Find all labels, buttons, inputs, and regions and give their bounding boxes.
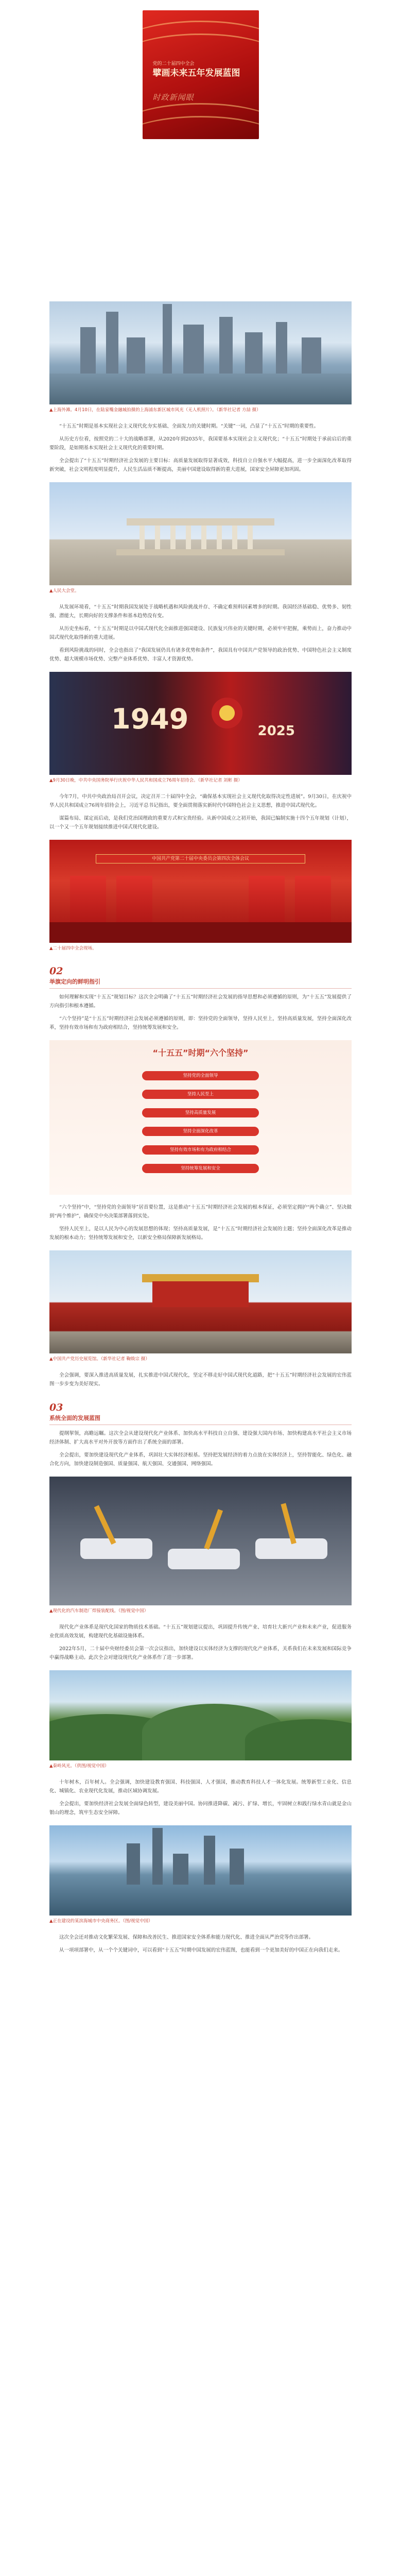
section-2 (0, 965, 401, 1388)
section-number: 02 (49, 965, 63, 977)
photo-great-hall (49, 482, 352, 585)
hero-poster-image (143, 10, 259, 139)
photo-caption: ▲人民大会堂。 (49, 588, 79, 594)
paragraph: 看到风险挑战的同时，全会也指出了“我国发展仍具有诸多优势和条件”，我国具有中国共产党领导的政治优势、中国特色社会主义制度优势、超大规模市场优势、完整产业体系优势、丰富人才资源优势。 (49, 648, 352, 662)
section-title: 系统全面的发展蓝图 (49, 1415, 100, 1421)
paragraph: 从一项项部署中，从一个个关键词中，可以看到“十五五”时期中国发展的宏伟蓝图，也能看到一个更加美好的中国正在向我们走来。 (59, 1947, 343, 1953)
photo-caption: ▲现代化的汽车制造厂焊接装配线。（图/视觉中国） (49, 1608, 149, 1614)
paragraph: 全会提出了“十五五”时期经济社会发展的主要目标：高质量发展取得显著成效，科技自立自强水平大幅提高，进一步全面深化改革取得新突破，社会文明程度明显提升，人民生活品质不断提高，美丽中国建设取得新的重大进展，国家安全屏障更加巩固。 (49, 458, 352, 472)
principle-item: 坚持人民至上 (142, 1090, 259, 1099)
section-3 (0, 1402, 401, 1963)
paragraph: 全会提出，要加快建设现代化产业体系，巩固壮大实体经济根基。坚持把发展经济的着力点放在实体经济上，坚持智能化、绿色化、融合化方向，加快建设制造强国、质量强国、航天强国、交通强国、网络强国。 (49, 1452, 352, 1467)
paragraph: “六个坚持”中，“坚持党的全面领导”居首要位置，这是推动“十五五”时期经济社会发展的根本保证，必须坚定拥护“两个确立”、坚决做到“两个维护”，确保党中央决策部署落到实处。 (49, 1205, 352, 1219)
section-1 (0, 214, 401, 952)
principle-item: 坚持全面深化改革 (142, 1127, 259, 1136)
paragraph: 现代化产业体系是现代化国家的物质技术基础。“十五五”规划建议提出，巩固提升传统产业、培育壮大新兴产业和未来产业，促进服务业优质高效发展，构建现代化基础设施体系。 (49, 1624, 352, 1639)
photo-caption: ▲上海外滩。4月10日，在陆家嘴金融城拍摄的上海浦东新区城市风光（无人机照片）。（新华社记者 方喆 摄） (49, 408, 261, 413)
paragraph: 从历史坐标看，“十五五”时期是以中国式现代化全面推进强国建设、民族复兴伟业的关键时期，必须牢牢把握，乘势而上，奋力推动中国式现代化取得新的重大进展。 (49, 626, 352, 640)
paragraph: 全会强调，要深入推进高质量发展，扎实推进中国式现代化，坚定不移走好中国式现代化道路，把“十五五”时期经济社会发展的宏伟蓝图一步步变为美好现实。 (49, 1372, 352, 1387)
principle-item: 坚持高质量发展 (142, 1108, 259, 1117)
photo-coastal-cbd (49, 1825, 352, 1916)
principle-item: 坚持有效市场和有为政府相结合 (142, 1145, 259, 1155)
paragraph: “六个坚持”是“十五五”时期经济社会发展必须遵循的原则，即：坚持党的全面领导，坚持人民至上，坚持高质量发展，坚持全面深化改革，坚持有效市场和有为政府相结合，坚持统筹发展和安全。 (49, 1016, 352, 1030)
photo-shanghai-skyline (49, 301, 352, 404)
photo-caption: ▲9月30日晚，中共中央国务院举行庆祝中华人民共和国成立76周年招待会。（新华社记者 刘彬 摄） (49, 778, 242, 783)
section-number: 03 (49, 1402, 63, 1413)
principle-item: 坚持统筹发展和安全 (142, 1164, 259, 1173)
photo-qinling-mountains (49, 1670, 352, 1760)
paragraph: 这次全会还对推动文化繁荣发展、保障和改善民生、推进国家安全体系和能力现代化、推进全面从严治党等作出部署。 (59, 1935, 314, 1940)
photo-caption: ▲二十届四中全会现场。 (49, 946, 97, 951)
poster-subtitle: 党的二十届四中全会 (152, 61, 195, 66)
photo-party-history-museum (49, 1250, 352, 1353)
principle-item: 坚持党的全面领导 (142, 1071, 259, 1080)
photo-car-assembly-line (49, 1477, 352, 1605)
paragraph: 全会提出，要加快经济社会发展全面绿色转型，建设美丽中国。协同推进降碳、减污、扩绿、增长，牢固树立和践行绿水青山就是金山银山的理念，筑牢生态安全屏障。 (49, 1801, 352, 1816)
graphic-six-principles (49, 1040, 352, 1195)
paragraph: 从发展环境看，“十五五”时期我国发展处于战略机遇和风险挑战并存、不确定难预料因素增多的时期。我国经济基础稳、优势多、韧性强、潜能大，长期向好的支撑条件和基本趋势没有变。 (49, 604, 352, 619)
graphic-title: “十五五”时期“六个坚持” (152, 1048, 249, 1058)
national-emblem-icon (212, 698, 242, 728)
paragraph: 从历史方位看，按照党的二十大的战略部署，从2020年到2035年，我国要基本实现社会主义现代化；“十五五”时期处于承前启后的重要阶段，是如期基本实现社会主义现代化的重要时期。 (49, 436, 352, 451)
paragraph: 坚持人民至上，是以人民为中心的发展思想的体现；坚持高质量发展，是“十五五”时期经济社会发展的主题；坚持全面深化改革是推动发展的根本动力；坚持统筹发展和安全，以新安全格局保障新发展格局。 (49, 1226, 352, 1241)
paragraph: 今年7月，中共中央政治局召开会议，决定召开二十届四中全会，“确保基本实现社会主义现代化取得决定性进展”。9月30日，在庆祝中华人民共和国成立76周年招待会上，习近平总书记指出，要全面贯彻落实新时代中国特色社会主义思想，推进中国式现代化。 (49, 794, 352, 808)
paragraph: “十五五”时期是基本实现社会主义现代化夯实基础、全面发力的关键时期。“关键”一词，凸显了“十五五”时期的重要性。 (59, 423, 319, 429)
photo-caption: ▲秦岭风光。（供图/视觉中国） (49, 1764, 109, 1769)
photo-plenary-session: 中国共产党第二十届中央委员会第四次全体会议 (49, 840, 352, 943)
paragraph: 2022年5月，二十届中央财经委员会第一次会议指出，加快建设以实体经济为支撑的现代化产业体系，关系我们在未来发展和国际竞争中赢得战略主动。此次全会对建设现代化产业体系作了进一步部署。 (49, 1646, 352, 1660)
paragraph: 如何理解和实现“十五五”规划目标？这次全会明确了“十五五”时期经济社会发展的指导思想和必须遵循的原则，为“十五五”发展提供了方向指引和根本遵循。 (49, 994, 352, 1009)
poster-title: 擘画未来五年发展蓝图 (152, 68, 240, 78)
paragraph: 十年树木，百年树人。全会强调，加快建设教育强国、科技强国、人才强国，推动教育科技人才一体化发展。统筹新型工业化、信息化、城镇化、农业现代化发展，推动区域协调发展。 (49, 1780, 352, 1794)
photo-caption: ▲中国共产党历史展览馆。（新华社记者 鞠焕宗 摄） (49, 1357, 150, 1362)
poster-tagline: 时政新闻眼 (152, 93, 194, 102)
photo-caption: ▲正在建设的某滨海城市中央商务区。（图/视觉中国） (49, 1919, 153, 1924)
section-title: 举旗定向的鲜明指引 (49, 978, 100, 985)
paragraph: 提纲挈领，高瞻远瞩。这次全会从建设现代化产业体系、加快高水平科技自立自强、建设强大国内市场、加快构建高水平社会主义市场经济体制、扩大高水平对外开放等方面作出了系统全面的部署。 (49, 1431, 352, 1445)
paragraph: 谋篇布局、谋定而后动，是我们党治国理政的重要方式和宝贵经验。从新中国成立之初开始，我国已编制实施十四个五年规划（计划），以一个又一个五年规划接续推进中国式现代化建设。 (49, 816, 352, 830)
photo-anniversary-reception: 1949 2025 (49, 672, 352, 775)
